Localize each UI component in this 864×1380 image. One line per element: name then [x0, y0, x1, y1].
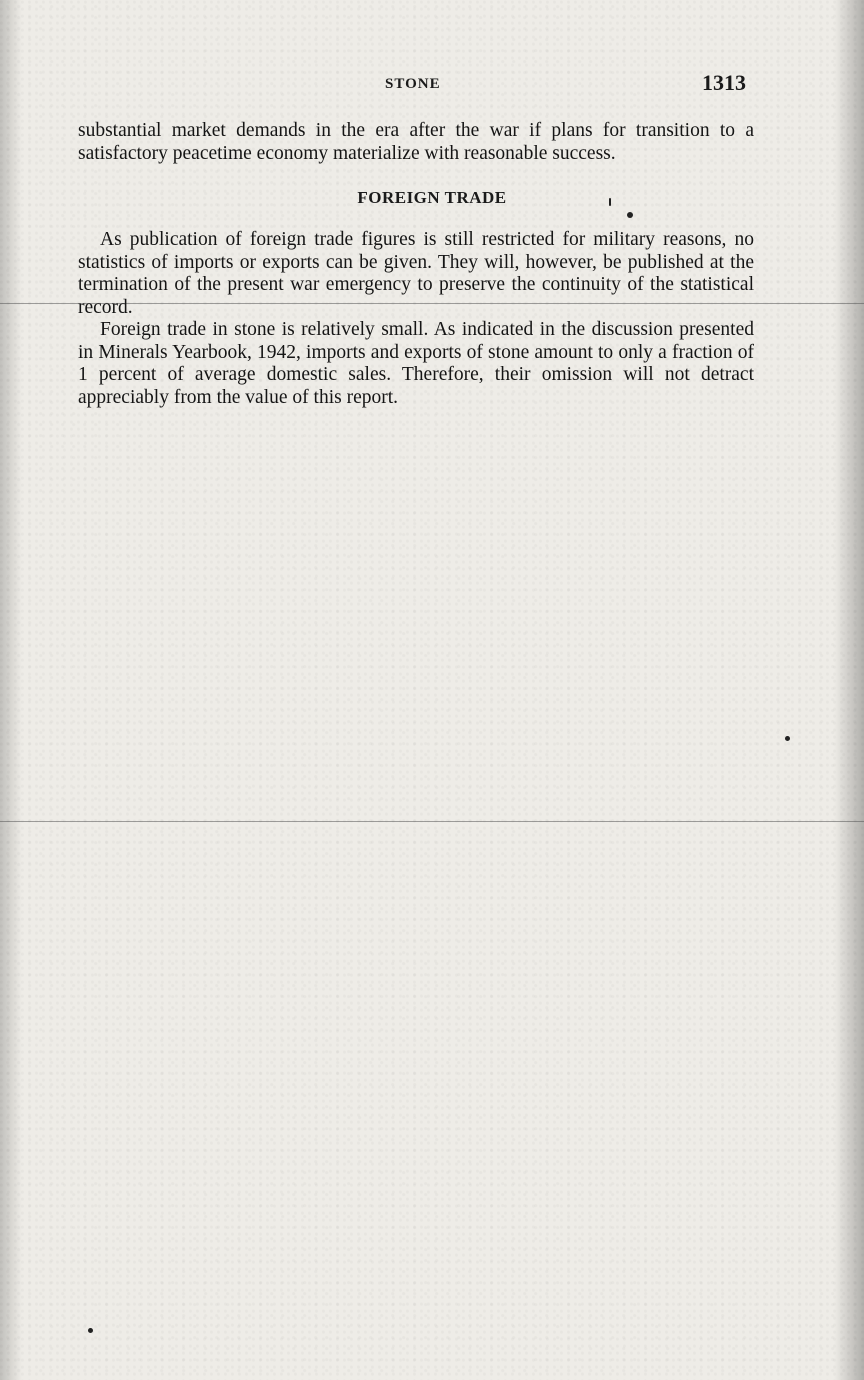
- ink-speck: [609, 198, 611, 206]
- scan-line-lower: [0, 821, 864, 822]
- show-through-texture-upper: [40, 490, 830, 810]
- ink-speck: [88, 1328, 93, 1333]
- running-head: STONE: [385, 76, 441, 92]
- paragraph-foreign-trade-restriction: As publication of foreign trade figures is still restricted for military reasons, no statistics of imports or exports can be given. They will, however, be published at the termination of the present war emergency to preserve the continuity of the statistical record.: [78, 229, 754, 318]
- section-heading: FOREIGN TRADE: [357, 188, 507, 207]
- ink-speck: [785, 736, 790, 741]
- paragraph-foreign-trade-small: Foreign trade in stone is relatively small. As indicated in the discussion presented in Minerals Yearbook, 1942, imports and exports of stone amount to only a fraction of 1 percent of average domestic sales. Therefore, their omission will not detract appreciably from the value of this report.: [78, 319, 754, 408]
- page-number: 1313: [702, 70, 746, 95]
- show-through-texture-lower: [40, 830, 830, 1230]
- ink-speck: [627, 212, 633, 218]
- continued-paragraph: substantial market demands in the era after the war if plans for transition to a satisfactory peacetime economy materialize with reasonable success.: [78, 120, 754, 164]
